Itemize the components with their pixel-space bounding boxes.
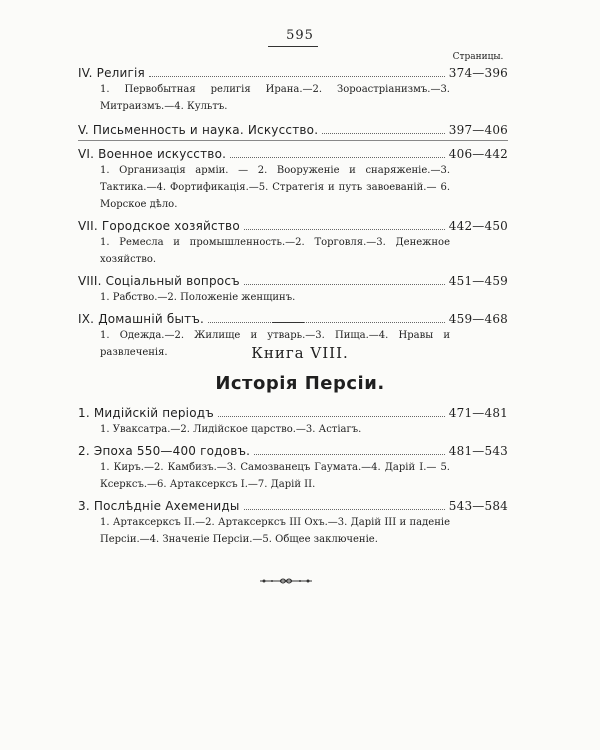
entry-subtopics: 1. Первобытная религія Ирана.—2. Зороастріанизмъ.—3. Митраизмъ.—4. Культъ.: [100, 84, 450, 112]
entry-pages: 543—584: [448, 499, 508, 513]
toc-entry: [78, 406, 508, 438]
dot-leader: [322, 133, 445, 134]
entry-title: 1. Мидійскій періодъ: [78, 406, 214, 420]
toc-entry: [78, 444, 508, 493]
pages-column-header: Страницы.: [452, 52, 504, 62]
toc-entry: [78, 274, 508, 306]
entry-subtopics: 1. Организація арміи. — 2. Вооруженіе и снаряженіе.—3. Тактика.—4. Фортификація.—5. Стратегія и путь завоеваній.— 6. Морское дѣло.: [100, 165, 450, 210]
dot-leader: [230, 157, 445, 158]
entry-title: 3. Послѣдніе Ахемениды: [78, 499, 240, 513]
toc-entry: [78, 123, 508, 137]
book-label: Книга VIII.: [251, 344, 349, 362]
section-divider: [272, 322, 304, 323]
entry-title: VII. Городское хозяйство: [78, 219, 240, 233]
toc-entry: [78, 66, 508, 115]
entry-title: IV. Религія: [78, 66, 145, 80]
page-number: 595: [286, 28, 314, 43]
dot-leader: [149, 76, 445, 77]
dot-leader: [244, 229, 445, 230]
entry-pages: 481—543: [448, 444, 508, 458]
entry-pages: 459—468: [448, 312, 508, 326]
dot-leader: [254, 454, 445, 455]
toc-entry: [78, 147, 508, 213]
dot-leader: [208, 322, 445, 323]
ornament-icon: [258, 576, 314, 586]
entry-title: VI. Военное искусство.: [78, 147, 227, 161]
entry-separator: [78, 140, 508, 141]
entry-pages: 397—406: [448, 123, 508, 137]
dot-leader: [244, 284, 445, 285]
book-title: Исторія Персіи.: [215, 373, 385, 394]
dot-leader: [244, 509, 445, 510]
entry-pages: 442—450: [448, 219, 508, 233]
entry-subtopics: 1. Ремесла и промышленность.—2. Торговля.—3. Денежное хозяйство.: [100, 237, 450, 265]
entry-title: 2. Эпоха 550—400 годовъ.: [78, 444, 251, 458]
entry-subtopics: 1. Одежда.—2. Жилище и утварь.—3. Пища.—4. Нравы и развлеченія.: [100, 330, 450, 358]
entry-pages: 471—481: [448, 406, 508, 420]
page-number-rule: [268, 46, 318, 47]
toc-bottom: [78, 406, 508, 548]
entry-subtopics: 1. Рабство.—2. Положеніе женщинъ.: [100, 292, 296, 303]
entry-pages: 406—442: [448, 147, 508, 161]
entry-pages: 374—396: [448, 66, 508, 80]
dot-leader: [218, 416, 445, 417]
entry-title: VIII. Соціальный вопросъ: [78, 274, 240, 288]
entry-title: IX. Домашній бытъ.: [78, 312, 205, 326]
entry-title: V. Письменность и наука. Искусство.: [78, 123, 319, 137]
entry-subtopics: 1. Киръ.—2. Камбизъ.—3. Самозванецъ Гаумата.—4. Дарій I.— 5. Ксерксъ.—6. Артаксерксъ I.—7. Дарій II.: [100, 462, 450, 490]
toc-entry: [78, 219, 508, 268]
entry-subtopics: 1. Увaксатра.—2. Лидійское царство.—3. Астіагъ.: [100, 424, 362, 435]
entry-pages: 451—459: [448, 274, 508, 288]
entry-subtopics: 1. Артаксерксъ II.—2. Артаксерксъ III Охъ.—3. Дарій III и паденіе Персіи.—4. Значеніе Персіи.—5. Общее заключеніе.: [100, 517, 450, 545]
toc-entry: [78, 499, 508, 548]
toc-top: [78, 66, 508, 361]
